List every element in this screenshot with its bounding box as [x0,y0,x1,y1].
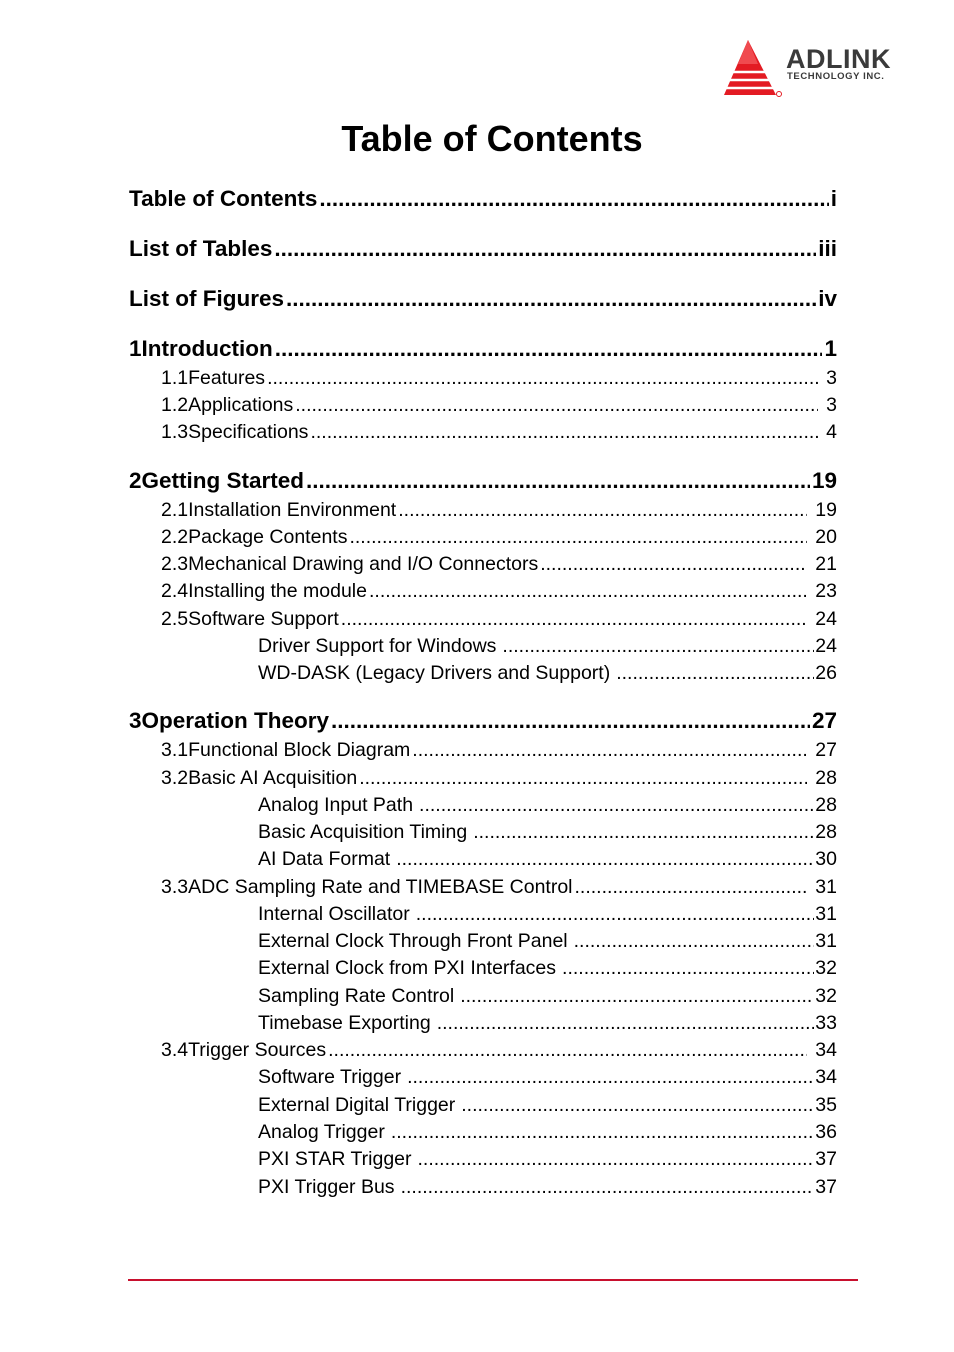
dot-leader [540,552,807,577]
toc-chapter[interactable] [129,707,837,735]
toc-section[interactable] [161,498,837,523]
section-title: Software Support [188,608,339,630]
section-number: 2.5 [161,608,189,630]
subsection-title: External Clock from PXI Interfaces [258,957,557,979]
dot-leader [310,420,818,445]
dot-leader [460,984,814,1009]
dot-leader [267,366,818,391]
section-title: Basic AI Acquisition [188,767,358,789]
toc-page-number: 32 [815,985,837,1007]
dot-leader [274,235,816,263]
toc-section[interactable] [161,766,837,791]
brand-tagline: TECHNOLOGY INC. [787,71,885,82]
section-number: 1.1 [161,367,189,389]
toc-page-number: 4 [826,421,837,443]
section-title: Installing the module [188,580,367,602]
brand-name: ADLINK [786,44,891,74]
toc-entry-front[interactable] [129,185,837,213]
toc-page-number: iii [818,236,837,261]
toc-entry-title: List of Tables [129,236,273,261]
toc-section[interactable] [161,1038,837,1063]
subsection-title: PXI STAR Trigger [258,1148,412,1170]
toc-page-number: 37 [815,1176,837,1198]
section-title: Trigger Sources [188,1039,327,1061]
dot-leader [575,875,808,900]
toc-section[interactable] [161,738,837,763]
toc-subsection[interactable] [258,793,837,818]
triangle-logo-icon [722,38,786,100]
dot-leader [359,766,807,791]
dot-leader [416,902,815,927]
dot-leader [419,793,814,818]
toc-page-number: 28 [815,821,837,843]
toc-subsection[interactable] [258,956,837,981]
chapter-number: 2 [129,468,142,493]
dot-leader [502,634,814,659]
subsection-title: External Clock Through Front Panel [258,930,568,952]
section-title: ADC Sampling Rate and TIMEBASE Control [188,876,573,898]
dot-leader [331,707,810,735]
toc-entry-title: List of Figures [129,286,285,311]
section-title: Functional Block Diagram [188,739,411,761]
subsection-title: Internal Oscillator [258,903,410,925]
toc-subsection[interactable] [258,1011,837,1036]
toc-page-number: 31 [815,903,837,925]
subsection-title: External Digital Trigger [258,1094,456,1116]
dot-leader [275,335,823,363]
section-number: 3.1 [161,739,189,761]
toc-subsection[interactable] [258,847,837,872]
toc-page-number: 31 [815,930,837,952]
dot-leader [412,738,807,763]
dot-leader [418,1147,815,1172]
toc-subsection[interactable] [258,984,837,1009]
toc-page-number: 28 [815,794,837,816]
page-title: Table of Contents [341,118,643,159]
toc-section[interactable] [161,420,837,445]
dot-leader [616,661,814,686]
toc-page-number: 21 [815,553,837,575]
toc-entry-front[interactable] [129,235,837,263]
toc-entry-title: Table of Contents [129,186,318,211]
toc-page-number: 27 [811,708,837,733]
section-title: Mechanical Drawing and I/O Connectors [188,553,539,575]
toc-subsection[interactable] [258,1175,837,1200]
toc-section[interactable] [161,552,837,577]
section-number: 3.2 [161,767,189,789]
chapter-title: Introduction [141,336,273,361]
toc-page-number: 19 [811,468,837,493]
toc-page-number: 28 [815,767,837,789]
dot-leader [391,1120,814,1145]
dot-leader [286,285,816,313]
dot-leader [401,1175,815,1200]
toc-subsection[interactable] [258,1093,837,1118]
toc-page-number: 24 [815,635,837,657]
toc-subsection[interactable] [258,661,837,686]
toc-page-number: 27 [815,739,837,761]
subsection-title: AI Data Format [258,848,391,870]
subsection-title: Timebase Exporting [258,1012,431,1034]
subsection-title: WD-DASK (Legacy Drivers and Support) [258,662,611,684]
toc-page-number: iv [818,286,837,311]
toc-section[interactable] [161,579,837,604]
chapter-title: Operation Theory [141,708,330,733]
toc-page-number: 20 [815,526,837,548]
section-title: Installation Environment [188,499,397,521]
adlink-logo [722,38,912,100]
toc-section[interactable] [161,393,837,418]
toc-page-number: 24 [815,608,837,630]
toc-page-number: 19 [815,499,837,521]
section-title: Features [188,367,266,389]
chapter-title: Getting Started [141,468,305,493]
section-number: 1.2 [161,394,189,416]
subsection-title: Analog Trigger [258,1121,385,1143]
toc-page-number: 34 [815,1066,837,1088]
toc-subsection[interactable] [258,1065,837,1090]
toc-section[interactable] [161,875,837,900]
section-number: 2.1 [161,499,189,521]
toc-chapter[interactable] [129,467,837,495]
toc-subsection[interactable] [258,1120,837,1145]
dot-leader [295,393,818,418]
subsection-title: Analog Input Path [258,794,414,816]
toc-page-number: 37 [815,1148,837,1170]
dot-leader [562,956,814,981]
dot-leader [461,1093,814,1118]
toc-page-number: 34 [815,1039,837,1061]
dot-leader [574,929,815,954]
dot-leader [341,607,808,632]
section-number: 2.2 [161,526,189,548]
toc-page-number: 1 [824,336,837,361]
toc-chapter[interactable] [129,335,837,363]
toc-page-number: 3 [826,367,837,389]
section-title: Package Contents [188,526,348,548]
dot-leader [473,820,814,845]
dot-leader [369,579,807,604]
toc-page-number: 3 [826,394,837,416]
toc-entry-front[interactable] [129,285,837,313]
section-title: Specifications [188,421,309,443]
dot-leader [306,467,810,495]
dot-leader [328,1038,807,1063]
dot-leader [437,1011,815,1036]
section-number: 1.3 [161,421,189,443]
toc-subsection[interactable] [258,634,837,659]
chapter-number: 1 [129,336,142,361]
toc-page-number: 32 [815,957,837,979]
chapter-number: 3 [129,708,142,733]
toc-subsection[interactable] [258,929,837,954]
toc-page-number: 33 [815,1012,837,1034]
subsection-title: PXI Trigger Bus [258,1176,395,1198]
dot-leader [398,498,807,523]
footer-divider [128,1279,858,1281]
toc-page-number: 26 [815,662,837,684]
toc-page-number: 36 [815,1121,837,1143]
dot-leader [349,525,807,550]
toc-page-number: 30 [815,848,837,870]
toc-section[interactable] [161,525,837,550]
subsection-title: Sampling Rate Control [258,985,455,1007]
toc-subsection[interactable] [258,1147,837,1172]
toc-section[interactable] [161,607,837,632]
section-number: 3.3 [161,876,189,898]
section-number: 2.3 [161,553,189,575]
section-number: 3.4 [161,1039,189,1061]
section-title: Applications [188,394,294,416]
toc-page-number: 35 [815,1094,837,1116]
subsection-title: Software Trigger [258,1066,402,1088]
toc-page-number: i [830,186,837,211]
dot-leader [396,847,814,872]
toc-page-number: 31 [815,876,837,898]
subsection-title: Driver Support for Windows [258,635,497,657]
toc-page-number: 23 [815,580,837,602]
dot-leader [407,1065,814,1090]
toc-subsection[interactable] [258,820,837,845]
toc-subsection[interactable] [258,902,837,927]
toc-section[interactable] [161,366,837,391]
section-number: 2.4 [161,580,189,602]
subsection-title: Basic Acquisition Timing [258,821,468,843]
dot-leader [319,185,828,213]
